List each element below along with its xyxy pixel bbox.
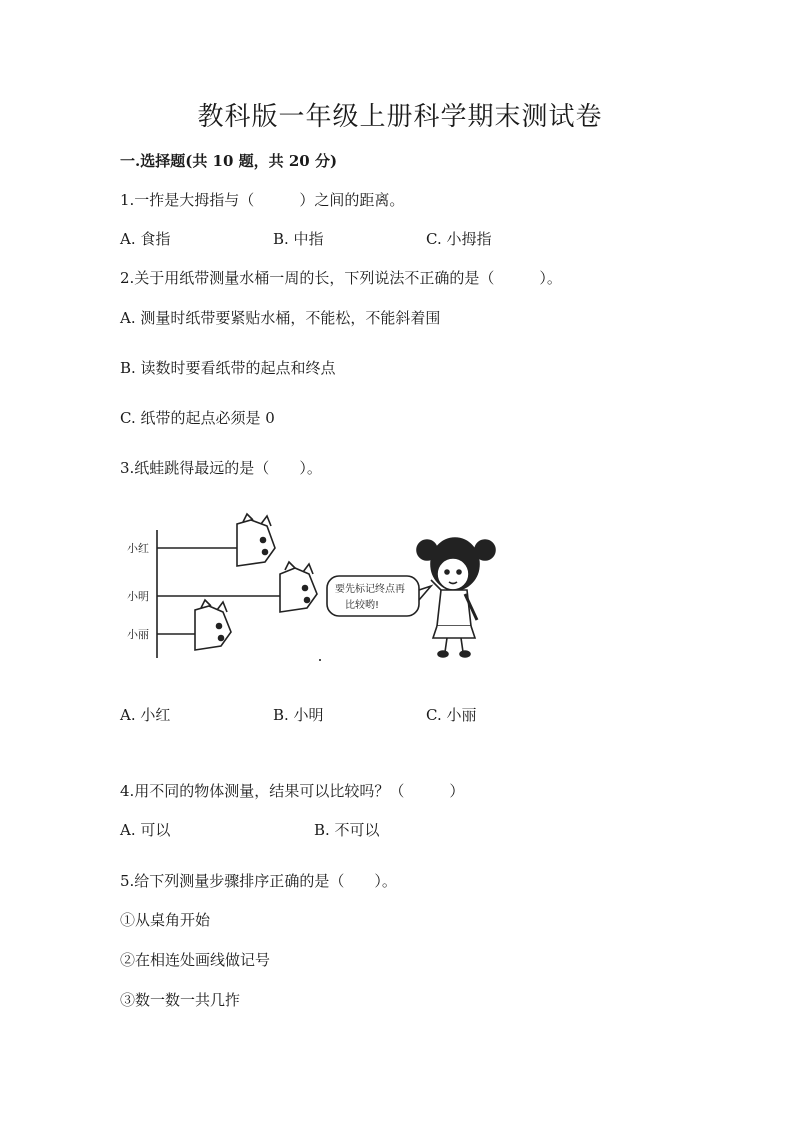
question-2: 2.关于用纸带测量水桶一周的长，下列说法不正确的是（ ）。 xyxy=(120,269,562,287)
section-heading: 一.选择题(共 10 题，共 20 分) xyxy=(120,152,338,170)
label-xiaohong: 小红 xyxy=(127,542,149,555)
question-5: 5.给下列测量步骤排序正确的是（ ）。 xyxy=(120,872,397,890)
q4-option-a: A. 可以 xyxy=(120,821,171,839)
q5-step-1: ①从桌角开始 xyxy=(120,911,211,929)
speech-line-1: 要先标记终点再 xyxy=(335,584,405,595)
page-title: 教科版一年级上册科学期末测试卷 xyxy=(197,102,603,132)
frog-jump-figure xyxy=(115,510,515,670)
q5-step-3: ③数一数一共几拃 xyxy=(120,991,241,1009)
label-xiaoming: 小明 xyxy=(127,590,149,603)
q2-option-b: B. 读数时要看纸带的起点和终点 xyxy=(120,359,336,377)
q1-option-c: C. 小拇指 xyxy=(426,230,492,248)
question-3: 3.纸蛙跳得最远的是（ ）。 xyxy=(120,459,322,477)
question-1: 1.一拃是大拇指与（ ）之间的距离。 xyxy=(120,191,405,209)
label-xiaoli: 小丽 xyxy=(127,628,149,641)
speech-line-2: 比较哟! xyxy=(345,600,380,611)
q2-option-c: C. 纸带的起点必须是 0 xyxy=(120,409,275,427)
q1-option-a: A. 食指 xyxy=(120,230,171,248)
q3-option-c: C. 小丽 xyxy=(426,706,477,724)
q1-option-b: B. 中指 xyxy=(273,230,324,248)
question-4: 4.用不同的物体测量，结果可以比较吗？（ ） xyxy=(120,782,465,800)
q3-option-b: B. 小明 xyxy=(273,706,324,724)
q4-option-b: B. 不可以 xyxy=(314,821,380,839)
q5-step-2: ②在相连处画线做记号 xyxy=(120,951,271,969)
q2-option-a: A. 测量时纸带要紧贴水桶，不能松，不能斜着围 xyxy=(120,309,441,327)
q3-option-a: A. 小红 xyxy=(120,706,171,724)
